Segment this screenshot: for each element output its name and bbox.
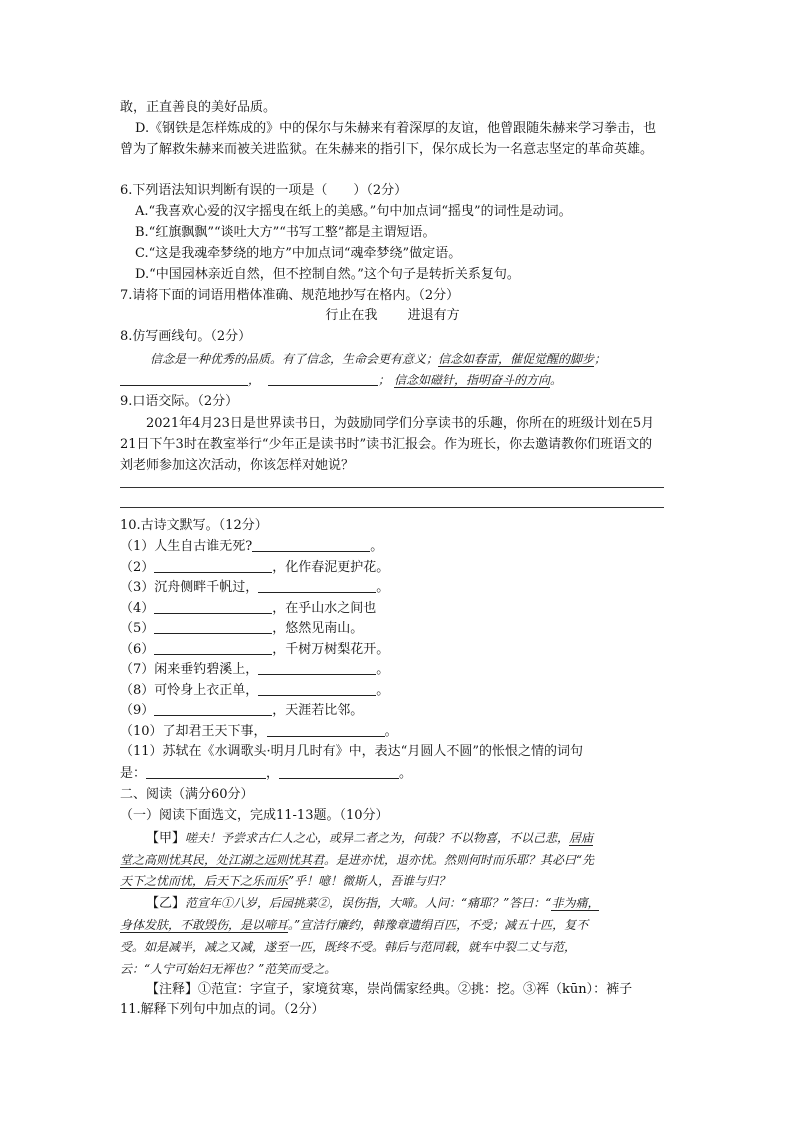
underlined-sentence-2: 信念如磁针，指明奋斗的方向 — [394, 373, 551, 387]
passage-text: 范宣年①八岁，后园挑菜②，误伤指，大啼。人问：“痛耶？”答曰：“ — [185, 896, 552, 910]
item-number: （2） — [120, 559, 155, 575]
dictation-item — [120, 701, 363, 721]
item-number: （4） — [120, 600, 155, 616]
passage-yi-line-3: 受。如是减半，减之又减，遂至一匹，既终不受。韩后与范同载，就车中裂二丈与范， — [120, 940, 577, 954]
underlined-sentence-1: 信念如春雷，催促觉醒的脚步 — [438, 352, 595, 366]
item-given-text: ，千树万树梨花开。 — [272, 641, 390, 657]
item-given-text: 了却君王天下事， — [162, 723, 267, 739]
item-given-text: ，天涯若比邻。 — [272, 703, 364, 718]
question-7-phrases — [120, 306, 665, 326]
answer-blank[interactable] — [267, 723, 385, 737]
text-line: 敢，正直善良的美好品质。 — [120, 100, 277, 115]
answer-blank[interactable] — [154, 702, 272, 716]
item-given-text: 。 — [370, 539, 384, 554]
item-number: （7） — [120, 662, 155, 677]
passage-label-yi: 【乙】 — [146, 896, 186, 911]
item-given-text: ，在乎山水之间也 — [272, 600, 377, 616]
answer-blank[interactable] — [120, 372, 248, 386]
question-6-option-a: A.“我喜欢心爱的汉字摇曳在纸上的美感。”句中加点词“摇曳”的词性是动词。 — [135, 204, 572, 219]
question-9-stem: 9.口语交际。（2分） — [120, 394, 239, 409]
passage-label-jia: 【甲】 — [146, 831, 186, 846]
dictation-item — [120, 619, 363, 639]
item-number: （1） — [120, 539, 155, 554]
passage-text: 。是进亦忧，退亦忧。然则何时而乐耶？其必曰“先 — [324, 853, 595, 867]
punctuation: ； — [594, 352, 607, 366]
item-given-text: 。 — [376, 682, 390, 698]
answer-blank[interactable] — [154, 620, 272, 634]
underlined-text: 非为痛， — [551, 896, 600, 910]
item-number: （6） — [120, 641, 155, 657]
item-number: （10） — [120, 723, 163, 739]
item-number: （9） — [120, 703, 155, 718]
answer-blank[interactable] — [154, 641, 272, 655]
question-7-stem: 7.请将下面的词语用楷体准确、规范地抄写在格内。（2分） — [120, 288, 460, 303]
question-6-option-c: C.“这是我魂牵梦绕的地方”中加点词“魂牵梦绕”做定语。 — [135, 246, 462, 261]
answer-blank[interactable] — [268, 372, 378, 386]
underlined-text: 身体发肤，不敢毁伤，是以啼耳 — [120, 918, 289, 932]
imitation-plain-text: 信念是一种优秀的品质。有了信念，生命会更有意义； — [150, 352, 439, 366]
dictation-item — [120, 537, 383, 557]
phrase-1: 行止在我 — [325, 308, 378, 323]
section-2-sub-1: （一）阅读下面选文，完成11-13题。（10分） — [120, 808, 389, 823]
item-number: （8） — [120, 682, 155, 698]
answer-blank[interactable] — [258, 682, 376, 696]
dictation-item — [120, 681, 389, 701]
item-given-text: 。 — [376, 580, 390, 595]
dictation-item-11-answer — [120, 764, 412, 784]
dictation-item — [120, 722, 398, 742]
item-number: （5） — [120, 621, 155, 636]
question-10-stem: 10.古诗文默写。（12分） — [120, 518, 268, 533]
punctuation: 。 — [399, 766, 413, 781]
answer-line[interactable] — [120, 487, 664, 488]
item-given-text: 闲来垂钓碧溪上， — [154, 662, 259, 677]
question-8-stem: 8.仿写画线句。（2分） — [120, 329, 252, 344]
section-2-title: 二、阅读（满分60分） — [120, 787, 254, 802]
passage-yi-line-1 — [146, 893, 599, 914]
dictation-item — [120, 558, 389, 578]
answer-blank[interactable] — [258, 579, 376, 593]
question-6-option-d: D.“中国园林亲近自然，但不控制自然。”这个句子是转折关系复句。 — [135, 267, 520, 282]
underlined-text: 天下之忧而忧，后天下之乐而乐 — [120, 874, 289, 888]
item-given-text: 。 — [384, 723, 398, 739]
imitation-line-2 — [120, 370, 562, 390]
answer-line[interactable] — [120, 507, 664, 508]
underlined-text: 居庙 — [569, 831, 594, 845]
dictation-item — [120, 578, 389, 598]
underlined-text: 堂之高则忧其民，处江湖之远则忧其君 — [120, 853, 325, 867]
passage-text: 嗟夫！予尝求古仁人之心，或异二者之为，何哉？不以物喜，不以己悲， — [185, 831, 570, 845]
phrase-2: 进退有方 — [407, 308, 460, 323]
answer-blank[interactable] — [146, 765, 266, 779]
answer-blank[interactable] — [279, 765, 399, 779]
punctuation: ； — [378, 373, 391, 387]
question-6-stem: 6.下列语法知识判断有误的一项是（ ）（2分） — [120, 183, 408, 198]
passage-text: ”乎！噫！微斯人，吾谁与归？ — [288, 874, 451, 888]
passage-jia-line-2 — [120, 850, 594, 870]
answer-blank[interactable] — [258, 661, 376, 675]
passage-jia-line-1 — [146, 828, 593, 849]
answer-blank[interactable] — [154, 600, 272, 614]
answer-blank[interactable] — [154, 559, 272, 573]
passage-yi-line-2 — [120, 915, 588, 935]
item-given-text: 沉舟侧畔千帆过， — [154, 580, 259, 595]
passage-yi-line-4: 云：“人宁可始妇无裈也？”范笑而受之。 — [120, 962, 337, 976]
item-given-text: ，化作春泥更护花。 — [272, 559, 390, 575]
question-11-stem: 11.解释下列句中加点的词。（2分） — [120, 1002, 325, 1017]
punctuation: ， — [266, 766, 280, 781]
dictation-item — [120, 660, 389, 680]
dictation-item — [120, 640, 389, 660]
option-d-paragraph: D.《钢铁是怎样炼成的》中的保尔与朱赫来有着深厚的友谊，他曾跟随朱赫来学习拳击，也曾为了解救朱赫来而被关进监狱。在朱赫来的指引下，保尔成长为一名意志坚定的革命英雄。 — [120, 121, 657, 157]
answer-blank[interactable] — [252, 538, 370, 552]
dictation-item — [120, 599, 376, 619]
passage-jia-line-3 — [120, 871, 450, 891]
punctuation: 。 — [550, 373, 563, 387]
item-given-text: 。 — [376, 662, 390, 677]
dictation-item-11: （11）苏轼在《水调歌头·明月几时有》中，表达“月圆人不圆”的怅恨之情的词句 — [120, 744, 583, 759]
question-6-option-b: B.“红旗飘飘”“谈吐大方”“书写工整”都是主谓短语。 — [135, 225, 436, 240]
question-9-text: 2021年4月23日是世界读书日，为鼓励同学们分享读书的乐趣，你所在的班级计划在5月21日下午3时在教室举行“少年正是读书时”读书汇报会。作为班长，你去邀请教你们班语文的刘老师参加这次活动，你该怎样对她说？ — [120, 416, 655, 473]
item-prefix: 是： — [120, 766, 147, 781]
passage-text: 。”宣洁行廉约，韩豫章遗绢百匹，不受；减五十匹，复不 — [288, 918, 589, 932]
item-given-text: 可怜身上衣正单， — [154, 682, 259, 698]
item-given-text: 人生自古谁无死? — [154, 539, 253, 554]
imitation-line-1 — [150, 349, 606, 369]
item-given-text: ，悠然见南山。 — [272, 621, 364, 636]
annotation-note: 【注释】①范宣：字宣子，家境贫寒，崇尚儒家经典。②挑：挖。③裈（kūn）：裤子 — [146, 982, 633, 997]
item-number: （3） — [120, 580, 155, 595]
punctuation: ， — [248, 373, 261, 387]
